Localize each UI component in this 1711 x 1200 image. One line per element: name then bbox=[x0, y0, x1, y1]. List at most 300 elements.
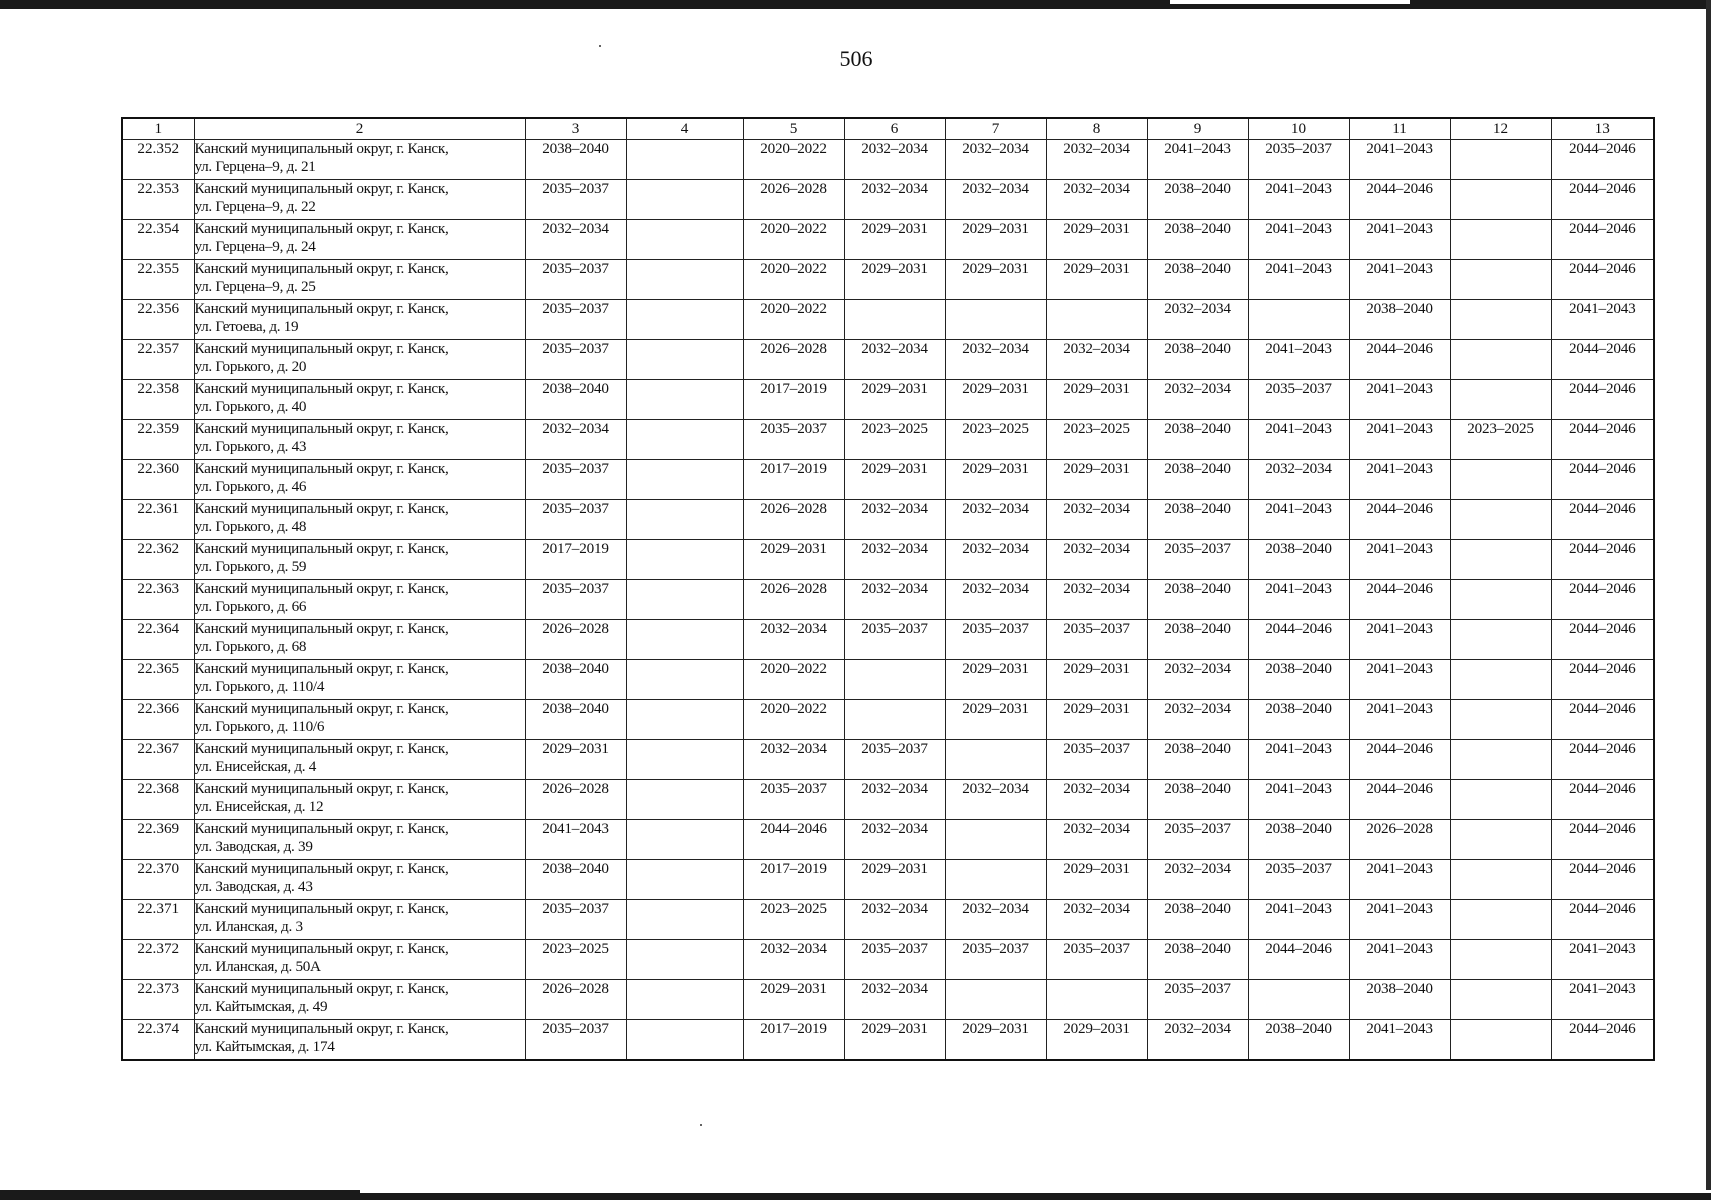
period-cell-col12 bbox=[1450, 1020, 1551, 1061]
period-cell-col13: 2044–2046 bbox=[1551, 860, 1654, 900]
row-number-cell: 22.367 bbox=[122, 740, 194, 780]
period-cell-col7: 2032–2034 bbox=[945, 780, 1046, 820]
period-cell-col7: 2032–2034 bbox=[945, 180, 1046, 220]
row-number-cell: 22.362 bbox=[122, 540, 194, 580]
address-line-1: Канский муниципальный округ, г. Канск, bbox=[194, 540, 449, 557]
period-cell-col9: 2032–2034 bbox=[1147, 660, 1248, 700]
period-cell-col6 bbox=[844, 300, 945, 340]
period-cell-col11: 2041–2043 bbox=[1349, 860, 1450, 900]
period-cell-col6: 2032–2034 bbox=[844, 340, 945, 380]
period-cell-col7: 2029–2031 bbox=[945, 220, 1046, 260]
period-cell-col5: 2017–2019 bbox=[743, 860, 844, 900]
period-cell-col3: 2026–2028 bbox=[525, 620, 626, 660]
period-cell-col10: 2038–2040 bbox=[1248, 1020, 1349, 1061]
period-cell-col8: 2032–2034 bbox=[1046, 540, 1147, 580]
period-cell-col3: 2035–2037 bbox=[525, 180, 626, 220]
period-cell-col7: 2029–2031 bbox=[945, 700, 1046, 740]
table-row bbox=[122, 580, 1654, 620]
row-number-cell: 22.361 bbox=[122, 500, 194, 540]
period-cell-col11: 2044–2046 bbox=[1349, 340, 1450, 380]
row-number-cell: 22.356 bbox=[122, 300, 194, 340]
table-body bbox=[122, 140, 1654, 1061]
period-cell-col7: 2029–2031 bbox=[945, 380, 1046, 420]
period-cell-col10: 2041–2043 bbox=[1248, 260, 1349, 300]
period-cell-col5: 2020–2022 bbox=[743, 260, 844, 300]
period-cell-col10: 2038–2040 bbox=[1248, 700, 1349, 740]
period-cell-col10: 2038–2040 bbox=[1248, 540, 1349, 580]
period-cell-col11: 2041–2043 bbox=[1349, 380, 1450, 420]
address-cell bbox=[194, 700, 525, 740]
period-cell-col4 bbox=[626, 1020, 743, 1061]
period-cell-col7: 2029–2031 bbox=[945, 660, 1046, 700]
period-cell-col3: 2026–2028 bbox=[525, 780, 626, 820]
period-cell-col10: 2044–2046 bbox=[1248, 940, 1349, 980]
period-cell-col3: 2035–2037 bbox=[525, 1020, 626, 1061]
address-cell bbox=[194, 260, 525, 300]
period-cell-col4 bbox=[626, 180, 743, 220]
period-cell-col4 bbox=[626, 300, 743, 340]
period-cell-col5: 2020–2022 bbox=[743, 140, 844, 180]
address-line-2: ул. Гетоева, д. 19 bbox=[194, 318, 299, 335]
period-cell-col11: 2044–2046 bbox=[1349, 740, 1450, 780]
address-line-2: ул. Горького, д. 43 bbox=[194, 438, 307, 455]
period-cell-col3: 2029–2031 bbox=[525, 740, 626, 780]
period-cell-col5: 2017–2019 bbox=[743, 380, 844, 420]
address-line-2: ул. Горького, д. 59 bbox=[194, 558, 307, 575]
period-cell-col12 bbox=[1450, 940, 1551, 980]
period-cell-col9: 2041–2043 bbox=[1147, 140, 1248, 180]
period-cell-col10 bbox=[1248, 300, 1349, 340]
period-cell-col5: 2017–2019 bbox=[743, 1020, 844, 1061]
period-cell-col8: 2032–2034 bbox=[1046, 340, 1147, 380]
address-line-1: Канский муниципальный округ, г. Канск, bbox=[194, 220, 449, 237]
period-cell-col11: 2041–2043 bbox=[1349, 940, 1450, 980]
period-cell-col10: 2032–2034 bbox=[1248, 460, 1349, 500]
period-cell-col5: 2026–2028 bbox=[743, 340, 844, 380]
column-header-3: 3 bbox=[525, 118, 626, 140]
period-cell-col3: 2035–2037 bbox=[525, 500, 626, 540]
address-cell bbox=[194, 940, 525, 980]
period-cell-col3: 2035–2037 bbox=[525, 900, 626, 940]
row-number-cell: 22.355 bbox=[122, 260, 194, 300]
period-cell-col3: 2038–2040 bbox=[525, 660, 626, 700]
period-cell-col6: 2029–2031 bbox=[844, 460, 945, 500]
address-line-2: ул. Иланская, д. 50А bbox=[194, 958, 321, 975]
period-cell-col13: 2041–2043 bbox=[1551, 300, 1654, 340]
period-cell-col12 bbox=[1450, 500, 1551, 540]
period-cell-col8: 2035–2037 bbox=[1046, 740, 1147, 780]
period-cell-col13: 2044–2046 bbox=[1551, 820, 1654, 860]
period-cell-col3: 2035–2037 bbox=[525, 460, 626, 500]
period-cell-col4 bbox=[626, 620, 743, 660]
address-line-2: ул. Горького, д. 20 bbox=[194, 358, 307, 375]
period-cell-col13: 2041–2043 bbox=[1551, 940, 1654, 980]
period-cell-col6: 2032–2034 bbox=[844, 500, 945, 540]
period-cell-col9: 2032–2034 bbox=[1147, 1020, 1248, 1061]
period-cell-col9: 2038–2040 bbox=[1147, 740, 1248, 780]
period-cell-col3: 2038–2040 bbox=[525, 140, 626, 180]
table-row bbox=[122, 620, 1654, 660]
period-cell-col11: 2041–2043 bbox=[1349, 700, 1450, 740]
column-header-9: 9 bbox=[1147, 118, 1248, 140]
period-cell-col6: 2029–2031 bbox=[844, 260, 945, 300]
column-header-2: 2 bbox=[194, 118, 525, 140]
address-line-1: Канский муниципальный округ, г. Канск, bbox=[194, 980, 449, 997]
period-cell-col10: 2041–2043 bbox=[1248, 340, 1349, 380]
address-line-2: ул. Герцена–9, д. 25 bbox=[194, 278, 316, 295]
row-number-cell: 22.353 bbox=[122, 180, 194, 220]
address-line-1: Канский муниципальный округ, г. Канск, bbox=[194, 780, 449, 797]
period-cell-col13: 2044–2046 bbox=[1551, 580, 1654, 620]
period-cell-col11: 2041–2043 bbox=[1349, 1020, 1450, 1061]
address-line-2: ул. Герцена–9, д. 24 bbox=[194, 238, 316, 255]
period-cell-col10: 2044–2046 bbox=[1248, 620, 1349, 660]
address-line-1: Канский муниципальный округ, г. Канск, bbox=[194, 900, 449, 917]
period-cell-col8: 2032–2034 bbox=[1046, 140, 1147, 180]
period-cell-col8: 2032–2034 bbox=[1046, 580, 1147, 620]
period-cell-col13: 2044–2046 bbox=[1551, 620, 1654, 660]
row-number-cell: 22.359 bbox=[122, 420, 194, 460]
period-cell-col8: 2029–2031 bbox=[1046, 220, 1147, 260]
registry-table bbox=[121, 117, 1655, 1061]
period-cell-col5: 2035–2037 bbox=[743, 780, 844, 820]
period-cell-col8: 2029–2031 bbox=[1046, 860, 1147, 900]
period-cell-col9: 2038–2040 bbox=[1147, 460, 1248, 500]
address-line-1: Канский муниципальный округ, г. Канск, bbox=[194, 460, 449, 477]
period-cell-col5: 2020–2022 bbox=[743, 660, 844, 700]
table-row bbox=[122, 260, 1654, 300]
period-cell-col7: 2029–2031 bbox=[945, 260, 1046, 300]
period-cell-col12 bbox=[1450, 460, 1551, 500]
table-row bbox=[122, 660, 1654, 700]
period-cell-col3: 2038–2040 bbox=[525, 700, 626, 740]
row-number-cell: 22.373 bbox=[122, 980, 194, 1020]
period-cell-col12 bbox=[1450, 780, 1551, 820]
period-cell-col7: 2032–2034 bbox=[945, 500, 1046, 540]
table-row bbox=[122, 860, 1654, 900]
period-cell-col6: 2029–2031 bbox=[844, 220, 945, 260]
period-cell-col5: 2020–2022 bbox=[743, 220, 844, 260]
address-line-2: ул. Горького, д. 110/6 bbox=[194, 718, 325, 735]
period-cell-col13: 2044–2046 bbox=[1551, 180, 1654, 220]
period-cell-col10 bbox=[1248, 980, 1349, 1020]
period-cell-col6: 2029–2031 bbox=[844, 380, 945, 420]
address-line-2: ул. Горького, д. 48 bbox=[194, 518, 307, 535]
period-cell-col8: 2023–2025 bbox=[1046, 420, 1147, 460]
table-row bbox=[122, 900, 1654, 940]
address-line-1: Канский муниципальный округ, г. Канск, bbox=[194, 660, 449, 677]
address-line-2: ул. Енисейская, д. 12 bbox=[194, 798, 324, 815]
period-cell-col11: 2041–2043 bbox=[1349, 620, 1450, 660]
period-cell-col4 bbox=[626, 220, 743, 260]
period-cell-col4 bbox=[626, 820, 743, 860]
period-cell-col11: 2044–2046 bbox=[1349, 180, 1450, 220]
period-cell-col7 bbox=[945, 980, 1046, 1020]
period-cell-col9: 2035–2037 bbox=[1147, 820, 1248, 860]
period-cell-col6: 2032–2034 bbox=[844, 820, 945, 860]
period-cell-col6: 2032–2034 bbox=[844, 580, 945, 620]
period-cell-col12 bbox=[1450, 260, 1551, 300]
period-cell-col4 bbox=[626, 140, 743, 180]
period-cell-col5: 2020–2022 bbox=[743, 300, 844, 340]
period-cell-col7 bbox=[945, 820, 1046, 860]
table-row bbox=[122, 540, 1654, 580]
period-cell-col6: 2029–2031 bbox=[844, 860, 945, 900]
period-cell-col5: 2026–2028 bbox=[743, 580, 844, 620]
period-cell-col11: 2041–2043 bbox=[1349, 660, 1450, 700]
period-cell-col8 bbox=[1046, 980, 1147, 1020]
period-cell-col7: 2029–2031 bbox=[945, 1020, 1046, 1061]
address-cell bbox=[194, 740, 525, 780]
column-header-10: 10 bbox=[1248, 118, 1349, 140]
period-cell-col13: 2044–2046 bbox=[1551, 140, 1654, 180]
row-number-cell: 22.369 bbox=[122, 820, 194, 860]
row-number-cell: 22.366 bbox=[122, 700, 194, 740]
period-cell-col13: 2041–2043 bbox=[1551, 980, 1654, 1020]
period-cell-col4 bbox=[626, 900, 743, 940]
address-cell bbox=[194, 660, 525, 700]
period-cell-col8: 2032–2034 bbox=[1046, 780, 1147, 820]
period-cell-col5: 2035–2037 bbox=[743, 420, 844, 460]
period-cell-col9: 2038–2040 bbox=[1147, 940, 1248, 980]
period-cell-col4 bbox=[626, 940, 743, 980]
period-cell-col5: 2023–2025 bbox=[743, 900, 844, 940]
row-number-cell: 22.374 bbox=[122, 1020, 194, 1061]
period-cell-col13: 2044–2046 bbox=[1551, 220, 1654, 260]
period-cell-col12 bbox=[1450, 180, 1551, 220]
period-cell-col8: 2029–2031 bbox=[1046, 460, 1147, 500]
address-line-1: Канский муниципальный округ, г. Канск, bbox=[194, 1020, 449, 1037]
period-cell-col13: 2044–2046 bbox=[1551, 260, 1654, 300]
table-row bbox=[122, 220, 1654, 260]
row-number-cell: 22.357 bbox=[122, 340, 194, 380]
row-number-cell: 22.352 bbox=[122, 140, 194, 180]
address-cell bbox=[194, 220, 525, 260]
period-cell-col7: 2032–2034 bbox=[945, 140, 1046, 180]
address-line-2: ул. Герцена–9, д. 22 bbox=[194, 198, 316, 215]
period-cell-col10: 2041–2043 bbox=[1248, 420, 1349, 460]
address-line-2: ул. Горького, д. 110/4 bbox=[194, 678, 325, 695]
column-header-5: 5 bbox=[743, 118, 844, 140]
period-cell-col10: 2038–2040 bbox=[1248, 660, 1349, 700]
table-row bbox=[122, 380, 1654, 420]
period-cell-col9: 2038–2040 bbox=[1147, 180, 1248, 220]
period-cell-col5: 2026–2028 bbox=[743, 500, 844, 540]
period-cell-col8: 2032–2034 bbox=[1046, 900, 1147, 940]
address-line-1: Канский муниципальный округ, г. Канск, bbox=[194, 140, 449, 157]
period-cell-col13: 2044–2046 bbox=[1551, 420, 1654, 460]
period-cell-col9: 2032–2034 bbox=[1147, 380, 1248, 420]
period-cell-col3: 2038–2040 bbox=[525, 860, 626, 900]
address-line-2: ул. Горького, д. 40 bbox=[194, 398, 307, 415]
period-cell-col9: 2038–2040 bbox=[1147, 580, 1248, 620]
period-cell-col11: 2041–2043 bbox=[1349, 260, 1450, 300]
period-cell-col4 bbox=[626, 460, 743, 500]
row-number-cell: 22.372 bbox=[122, 940, 194, 980]
table-row bbox=[122, 940, 1654, 980]
period-cell-col12 bbox=[1450, 220, 1551, 260]
period-cell-col4 bbox=[626, 340, 743, 380]
table-row bbox=[122, 420, 1654, 460]
period-cell-col4 bbox=[626, 780, 743, 820]
address-line-1: Канский муниципальный округ, г. Канск, bbox=[194, 820, 449, 837]
period-cell-col6: 2032–2034 bbox=[844, 140, 945, 180]
period-cell-col5: 2020–2022 bbox=[743, 700, 844, 740]
period-cell-col12 bbox=[1450, 540, 1551, 580]
row-number-cell: 22.364 bbox=[122, 620, 194, 660]
address-line-1: Канский муниципальный округ, г. Канск, bbox=[194, 300, 449, 317]
table-row bbox=[122, 700, 1654, 740]
period-cell-col6: 2035–2037 bbox=[844, 620, 945, 660]
period-cell-col11: 2026–2028 bbox=[1349, 820, 1450, 860]
page-number: 506 bbox=[839, 46, 873, 71]
period-cell-col9: 2038–2040 bbox=[1147, 260, 1248, 300]
address-cell bbox=[194, 340, 525, 380]
period-cell-col7: 2035–2037 bbox=[945, 620, 1046, 660]
period-cell-col11: 2044–2046 bbox=[1349, 780, 1450, 820]
period-cell-col13: 2044–2046 bbox=[1551, 380, 1654, 420]
table-row bbox=[122, 1020, 1654, 1061]
period-cell-col7: 2023–2025 bbox=[945, 420, 1046, 460]
column-header-4: 4 bbox=[626, 118, 743, 140]
scan-top-edge-gap bbox=[1170, 0, 1410, 4]
table-row bbox=[122, 140, 1654, 180]
period-cell-col4 bbox=[626, 500, 743, 540]
period-cell-col9: 2038–2040 bbox=[1147, 420, 1248, 460]
address-cell bbox=[194, 1020, 525, 1061]
period-cell-col4 bbox=[626, 260, 743, 300]
period-cell-col12 bbox=[1450, 980, 1551, 1020]
address-cell bbox=[194, 420, 525, 460]
period-cell-col4 bbox=[626, 740, 743, 780]
period-cell-col6: 2032–2034 bbox=[844, 780, 945, 820]
address-cell bbox=[194, 380, 525, 420]
period-cell-col9: 2038–2040 bbox=[1147, 220, 1248, 260]
period-cell-col6: 2029–2031 bbox=[844, 1020, 945, 1061]
period-cell-col7: 2032–2034 bbox=[945, 900, 1046, 940]
address-line-2: ул. Горького, д. 46 bbox=[194, 478, 307, 495]
address-line-1: Канский муниципальный округ, г. Канск, bbox=[194, 940, 449, 957]
table-row bbox=[122, 820, 1654, 860]
table-row bbox=[122, 180, 1654, 220]
period-cell-col10: 2041–2043 bbox=[1248, 180, 1349, 220]
address-cell bbox=[194, 820, 525, 860]
address-line-1: Канский муниципальный округ, г. Канск, bbox=[194, 180, 449, 197]
address-cell bbox=[194, 300, 525, 340]
period-cell-col11: 2038–2040 bbox=[1349, 300, 1450, 340]
address-line-1: Канский муниципальный округ, г. Канск, bbox=[194, 740, 449, 757]
period-cell-col6: 2032–2034 bbox=[844, 980, 945, 1020]
column-header-11: 11 bbox=[1349, 118, 1450, 140]
address-cell bbox=[194, 900, 525, 940]
period-cell-col12 bbox=[1450, 860, 1551, 900]
column-header-8: 8 bbox=[1046, 118, 1147, 140]
table-row bbox=[122, 300, 1654, 340]
table-row bbox=[122, 460, 1654, 500]
period-cell-col3: 2026–2028 bbox=[525, 980, 626, 1020]
period-cell-col11: 2041–2043 bbox=[1349, 900, 1450, 940]
period-cell-col13: 2044–2046 bbox=[1551, 660, 1654, 700]
period-cell-col11: 2041–2043 bbox=[1349, 140, 1450, 180]
period-cell-col13: 2044–2046 bbox=[1551, 1020, 1654, 1061]
period-cell-col10: 2041–2043 bbox=[1248, 900, 1349, 940]
period-cell-col6: 2035–2037 bbox=[844, 940, 945, 980]
period-cell-col7 bbox=[945, 740, 1046, 780]
period-cell-col11: 2038–2040 bbox=[1349, 980, 1450, 1020]
address-line-2: ул. Енисейская, д. 4 bbox=[194, 758, 317, 775]
address-cell bbox=[194, 580, 525, 620]
address-line-2: ул. Герцена–9, д. 21 bbox=[194, 158, 316, 175]
address-cell bbox=[194, 860, 525, 900]
scan-bottom-edge-gap bbox=[360, 1190, 1711, 1193]
period-cell-col3: 2023–2025 bbox=[525, 940, 626, 980]
period-cell-col5: 2029–2031 bbox=[743, 540, 844, 580]
period-cell-col10: 2038–2040 bbox=[1248, 820, 1349, 860]
address-line-1: Канский муниципальный округ, г. Канск, bbox=[194, 260, 449, 277]
period-cell-col8: 2029–2031 bbox=[1046, 700, 1147, 740]
period-cell-col8: 2032–2034 bbox=[1046, 500, 1147, 540]
period-cell-col3: 2035–2037 bbox=[525, 260, 626, 300]
period-cell-col13: 2044–2046 bbox=[1551, 900, 1654, 940]
period-cell-col10: 2035–2037 bbox=[1248, 860, 1349, 900]
address-cell bbox=[194, 460, 525, 500]
period-cell-col3: 2035–2037 bbox=[525, 580, 626, 620]
period-cell-col9: 2038–2040 bbox=[1147, 340, 1248, 380]
period-cell-col13: 2044–2046 bbox=[1551, 460, 1654, 500]
period-cell-col9: 2032–2034 bbox=[1147, 700, 1248, 740]
period-cell-col4 bbox=[626, 580, 743, 620]
period-cell-col5: 2032–2034 bbox=[743, 620, 844, 660]
period-cell-col8: 2032–2034 bbox=[1046, 180, 1147, 220]
period-cell-col4 bbox=[626, 420, 743, 460]
period-cell-col10: 2041–2043 bbox=[1248, 580, 1349, 620]
period-cell-col9: 2038–2040 bbox=[1147, 900, 1248, 940]
period-cell-col5: 2017–2019 bbox=[743, 460, 844, 500]
period-cell-col4 bbox=[626, 660, 743, 700]
period-cell-col7 bbox=[945, 860, 1046, 900]
period-cell-col7: 2032–2034 bbox=[945, 580, 1046, 620]
period-cell-col5: 2032–2034 bbox=[743, 740, 844, 780]
period-cell-col8: 2029–2031 bbox=[1046, 380, 1147, 420]
period-cell-col12 bbox=[1450, 580, 1551, 620]
period-cell-col13: 2044–2046 bbox=[1551, 500, 1654, 540]
period-cell-col7: 2035–2037 bbox=[945, 940, 1046, 980]
table-row bbox=[122, 500, 1654, 540]
period-cell-col3: 2035–2037 bbox=[525, 300, 626, 340]
period-cell-col11: 2041–2043 bbox=[1349, 220, 1450, 260]
period-cell-col5: 2029–2031 bbox=[743, 980, 844, 1020]
row-number-cell: 22.368 bbox=[122, 780, 194, 820]
address-cell bbox=[194, 500, 525, 540]
address-cell bbox=[194, 180, 525, 220]
period-cell-col13: 2044–2046 bbox=[1551, 700, 1654, 740]
address-line-2: ул. Горького, д. 66 bbox=[194, 598, 307, 615]
address-line-2: ул. Иланская, д. 3 bbox=[194, 918, 303, 935]
table-row bbox=[122, 740, 1654, 780]
period-cell-col13: 2044–2046 bbox=[1551, 740, 1654, 780]
row-number-cell: 22.363 bbox=[122, 580, 194, 620]
period-cell-col7: 2029–2031 bbox=[945, 460, 1046, 500]
period-cell-col9: 2032–2034 bbox=[1147, 300, 1248, 340]
period-cell-col13: 2044–2046 bbox=[1551, 540, 1654, 580]
period-cell-col9: 2032–2034 bbox=[1147, 860, 1248, 900]
address-cell bbox=[194, 980, 525, 1020]
period-cell-col8: 2032–2034 bbox=[1046, 820, 1147, 860]
period-cell-col12: 2023–2025 bbox=[1450, 420, 1551, 460]
column-header-6: 6 bbox=[844, 118, 945, 140]
period-cell-col12 bbox=[1450, 660, 1551, 700]
period-cell-col4 bbox=[626, 540, 743, 580]
